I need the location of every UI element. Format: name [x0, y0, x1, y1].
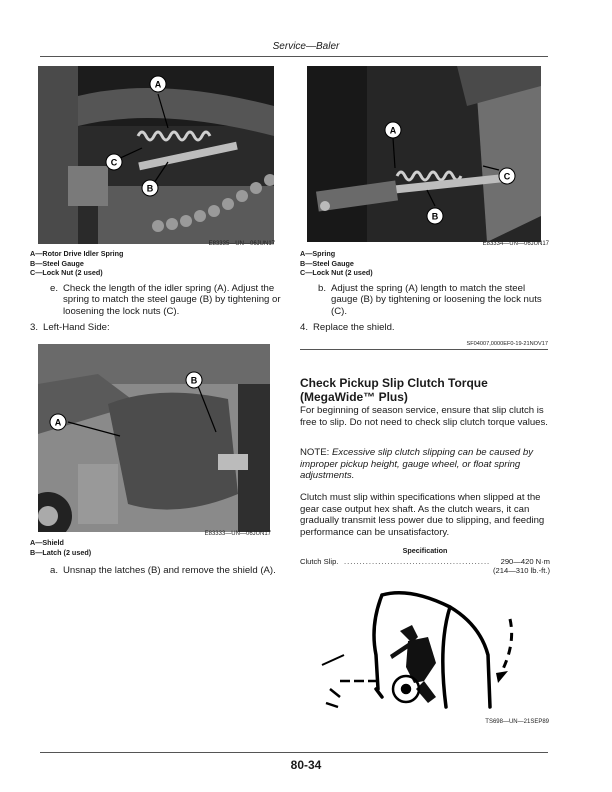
legend-item: C—Lock Nut (2 used)	[300, 268, 373, 278]
figure-operator-illustration	[320, 585, 530, 720]
callout-b	[142, 180, 158, 196]
legend-item: A—Rotor Drive Idler Spring	[30, 249, 124, 258]
svg-text:A: A	[154, 79, 162, 90]
step-b: b. Adjust the spring (A) length to match the steel gauge (B) by tightening or loosening the lock nuts (C).	[318, 283, 542, 317]
figure-code: TS698—UN—21SEP89	[485, 719, 549, 725]
legend-item: A—Spring	[300, 249, 336, 258]
note-label: NOTE:	[300, 447, 330, 458]
svg-text:B: B	[190, 375, 198, 386]
spec-leader-dots: ...............................................	[344, 557, 491, 566]
svg-text:C: C	[503, 171, 511, 182]
figure-legend	[30, 538, 91, 557]
legend-item: B—Latch (2 used)	[30, 547, 92, 557]
svg-text:C: C	[110, 157, 118, 168]
reference-code: SF04007,0000EF0-19-21NOV17	[466, 341, 548, 347]
svg-text:A: A	[54, 417, 62, 428]
section-title: Check Pickup Slip Clutch Torque (MegaWide™ Plus)	[300, 376, 488, 404]
figure-legend	[300, 249, 373, 278]
figure-code: E83335—UN—06JUN17	[208, 241, 275, 247]
figure-legend	[30, 249, 123, 278]
callout-b	[186, 372, 202, 388]
spec-heading: Specification	[402, 546, 448, 555]
body-paragraph: Clutch must slip within specifications when slipped at the gear case output hex shaft. As the clutch wears, it can gradually transmit less power due to slipping, and feeding performance can be unsatisfactory.	[300, 492, 545, 538]
spec-label: Clutch Slip.	[300, 557, 339, 566]
svg-text:A: A	[389, 125, 397, 136]
intro-paragraph: For beginning of season service, ensure that slip clutch is free to slip. Do not need to check slip clutch torque values.	[300, 405, 548, 428]
callout-c	[106, 154, 122, 170]
figure-code: E83333—UN—06JUN17	[204, 531, 271, 537]
callout-a	[150, 76, 166, 92]
step-e: e. Check the length of the idler spring (A). Adjust the spring to match the steel gauge (B) by tightening or loosening the lock nuts (C).	[50, 283, 281, 317]
legend-item: A—Shield	[30, 538, 64, 547]
figure-code: E83334—UN—06JUN17	[482, 241, 549, 247]
legend-item: B—Steel Gauge	[30, 258, 84, 268]
step-3: 3. Left-Hand Side:	[30, 322, 110, 333]
step-4: 4. Replace the shield.	[300, 322, 395, 333]
callout-b	[427, 208, 443, 224]
spec-value: 290—420 N·m (214—310 lb.-ft.)	[493, 557, 550, 575]
legend-item: B—Steel Gauge	[300, 258, 354, 268]
note-text: Excessive slip clutch slipping can be caused by improper pickup height, gauge wheel, or float spring adjustments.	[300, 447, 534, 482]
figure3-callouts	[38, 344, 270, 532]
svg-text:B: B	[146, 183, 154, 194]
figure2-callouts	[307, 66, 541, 242]
legend-item: C—Lock Nut (2 used)	[30, 268, 103, 278]
callout-c	[499, 168, 515, 184]
step-a: a. Unsnap the latches (B) and remove the shield (A).	[50, 565, 276, 576]
note-paragraph	[300, 447, 550, 482]
footer-divider	[40, 752, 548, 753]
page-header: Service—Baler	[272, 41, 340, 52]
figure1-callouts	[38, 66, 274, 244]
page-number: 80-34	[290, 758, 322, 772]
svg-text:B: B	[431, 211, 439, 222]
callout-a	[50, 414, 66, 430]
callout-a	[385, 122, 401, 138]
header-divider	[40, 56, 548, 57]
section-divider	[300, 349, 548, 350]
